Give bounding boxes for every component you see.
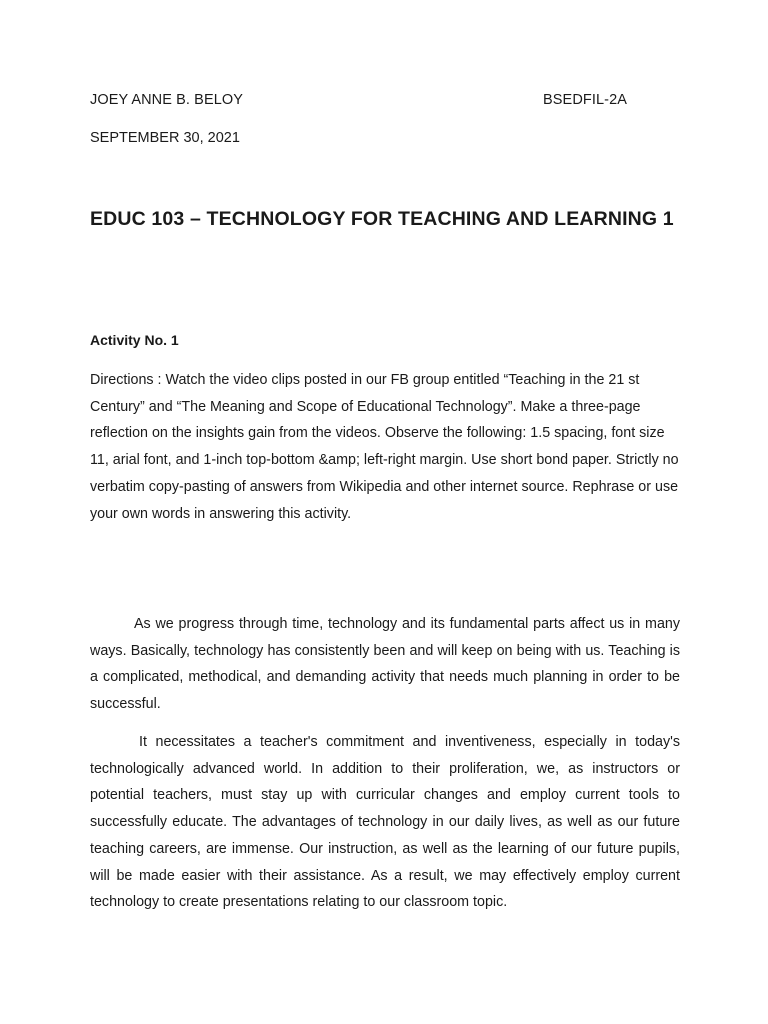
document-title: EDUC 103 – TECHNOLOGY FOR TEACHING AND LEARNING 1 [90,208,674,230]
activity-label: Activity No. 1 [90,332,179,348]
author-name: JOEY ANNE B. BELOY [90,92,244,108]
directions-text: Directions : Watch the video clips posted in our FB group entitled “Teaching in the 21 st Century” and “The Meaning and Scope of Educational Technology”. Make a three-page reflection on the insights gain from the videos. Observe the following: 1.5 spacing, font size 11, arial font, and 1-inch top-bottom &amp; left-right margin. Use short bond paper. Strictly no verbatim copy-pasting of answers from Wikipedia and other internet source. Rephrase or use your own words in answering this activity. [90,372,679,522]
body-paragraph-2: It necessitates a teacher's commitment and inventiveness, especially in today's technologically advanced world. In addition to their proliferation, we, as instructors or potential teachers, must stay up with curricular changes and employ current tools to successfully educate. The advantages of technology in our daily lives, as well as our future teaching careers, are immense. Our instruction, as well as the learning of our future pupils, will be made easier with their assistance. As a result, we may effectively employ current technology to create presentations relating to our classroom topic. [90,734,680,911]
class-section: BSEDFIL-2A [543,92,627,108]
document-date: SEPTEMBER 30, 2021 [90,130,240,146]
body-paragraph-1: As we progress through time, technology and its fundamental parts affect us in many ways. Basically, technology has consistently been and will keep on being with us. Teaching is a complicated, methodical, and demanding activity that needs much planning in order to be successful. [90,616,680,713]
header-row [90,92,680,108]
